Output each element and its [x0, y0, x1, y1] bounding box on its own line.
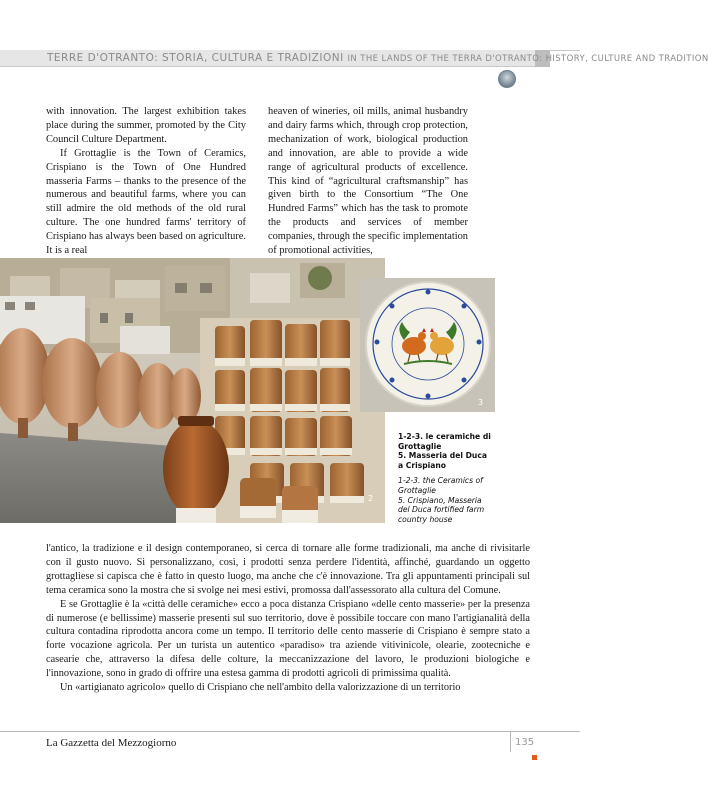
- publication-name: La Gazzetta del Mezzogiorno: [46, 737, 177, 749]
- emblem-icon: [498, 70, 516, 88]
- photo-decorated-plate: [360, 278, 495, 412]
- photo-number: 3: [478, 398, 484, 407]
- paragraph: Un «artigianato agricolo» quello di Crispiano che nell'ambito della valorizzazione di un territorio: [60, 682, 461, 694]
- body-text-italian: [46, 542, 530, 695]
- footer-line: [0, 731, 580, 732]
- header-title-main: TERRE D'OTRANTO: STORIA, CULTURA E TRADIZIONI: [47, 52, 344, 64]
- photo-caption: [398, 432, 493, 524]
- caption-it-line: 5. Masseria del Duca a Crispiano: [398, 451, 487, 470]
- photo-ceramics-grottaglie: [0, 258, 385, 523]
- caption-it-line: 1-2-3. le ceramiche di Grottaglie: [398, 432, 491, 451]
- header-title-sub: IN THE LANDS OF THE TERRA D'OTRANTO: HISTORY, CULTURE AND TRADITION: [347, 54, 709, 64]
- photo-number: 2: [368, 494, 374, 503]
- caption-en: [398, 476, 493, 524]
- paragraph: E se Grottaglie è la «città delle ceramiche» ecco a poca distanza Crispiano «delle cento masserie» per la presenza di numerose (e bellissime) masserie presenti sul suo territorio, dove è possibile toccare con mano l'artigianalità della cultura contadina riprodotta ancora come un tempo. Il territorio delle cento masserie di Crispiano è sempre stato a forte vocazione agricola. Per un turista un autentico «paradiso» tra aziende vitivinicole, olearie, zootecniche e casearie che, attraverso la difesa delle colture, la meccanizzazione del lavoro, le produzioni biologiche e l'innovazione, sono in grado di offrire una estesa gamma di prodotti agricoli di primissima qualità.: [46, 598, 530, 680]
- paragraph: heaven of wineries, oil mills, animal husbandry and dairy farms which, through crop protection, mechanization of work, biological production and innovation, are able to provide a wide range of agricultural products of excellence. This kind of “agricultural craftsmanship” has given birth to the Consortium “The One Hundred Farms” which has the task to promote the products and services of member companies, through the specific implementation of promotional activities,: [268, 106, 468, 257]
- paragraph: If Grottaglie is the Town of Ceramics, Crispiano is the Town of One Hundred masseria Farms – thanks to the presence of the numerous and beautiful farms, where you can still admire the old methods of the old rural culture. The one hundred farms' territory of Crispiano has always been based on agriculture. It is a real: [46, 147, 246, 257]
- caption-en-line: 1-2-3. the Ceramics of Grottaglie: [398, 476, 483, 495]
- paragraph: l'antico, la tradizione e il design contemporaneo, si cerca di tornare alle forme tradizionali, ma anche di rivisitarle con il gusto nuovo. Si personalizzano, così, i prodotti senza perdere l'identità, affinché, guardando un oggetto grottagliese si capisca che è fatto in questo luogo, ma anche che c'è innovazione. Tra gli appuntamenti principali sul tema ceramica sono la mostra che si svolge nei mesi estivi, promossa dall'assessorato alla cultura del Comune.: [46, 543, 530, 596]
- header-title: [47, 50, 709, 68]
- paragraph: with innovation. The largest exhibition takes place during the summer, promoted by the City Council Culture Department.: [46, 106, 246, 145]
- text-column-right: [268, 105, 468, 258]
- accent-mark: [532, 755, 537, 760]
- caption-en-line: 5. Crispiano, Masseria del Duca fortified farm country house: [398, 495, 485, 524]
- page-number: 135: [515, 737, 535, 748]
- text-column-left: [46, 105, 246, 258]
- footer-divider: [510, 732, 511, 752]
